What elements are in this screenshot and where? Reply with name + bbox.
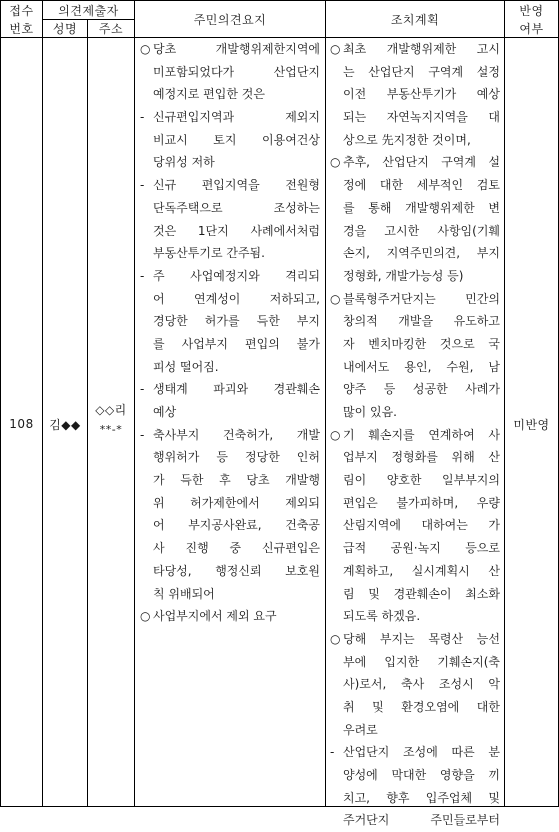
opinion-text: 비교시 토지 이용여건상 [153, 132, 320, 147]
action-line [330, 809, 500, 832]
row-status: 미반영 [513, 417, 550, 432]
action-text: 기 훼손지를 연계하여 사 [343, 427, 500, 442]
action-line [330, 583, 500, 606]
header-reflect-bottom: 여부 [519, 21, 544, 36]
opinion-text: 축사부지 건축허가, 개발 [153, 427, 320, 442]
opinion-text: 예상 [153, 405, 177, 419]
action-text: 최초 개발행위제한 고시 [343, 42, 500, 56]
action-line [330, 356, 500, 379]
action-bullet: ○ [330, 291, 341, 306]
opinion-line [140, 469, 320, 492]
opinion-line [140, 514, 320, 537]
opinion-bullet: - [140, 427, 145, 442]
opinion-text: 칙 위배되어 [153, 586, 215, 601]
opinion-bullet: ○ [140, 42, 151, 56]
header-receipt-top: 접수 [9, 3, 34, 18]
action-bullet: ○ [330, 42, 341, 56]
opinion-bullet: - [140, 268, 145, 283]
action-line [330, 106, 500, 129]
opinion-line [140, 310, 320, 333]
opinion-line [140, 106, 320, 129]
action-text: 산림지역에 대하여는 가 [343, 518, 500, 533]
action-text: 경을 고시한 사항임(기훼 [343, 223, 500, 238]
action-text: 정에 대한 세부적인 검토 [343, 178, 500, 193]
row-address-line2: **-* [99, 422, 123, 436]
header-submitter: 의견제출자 [58, 3, 119, 18]
action-text: 사)로서, 축사 조성시 악 [343, 677, 500, 692]
action-line [330, 197, 500, 220]
opinion-text: 경당한 허가를 득한 부지 [153, 314, 320, 329]
opinion-text: 타당성, 행정신뢰 보호원 [153, 563, 320, 578]
action-text: 되도록 하겠음. [343, 609, 421, 624]
header-opinion: 주민의견요지 [193, 12, 267, 27]
action-line [330, 696, 500, 719]
action-text: 치고, 향후 입주업체 및 [343, 790, 500, 805]
action-line [330, 787, 500, 810]
opinion-text: 가 득한 후 당초 개발행 [153, 473, 320, 488]
action-line [330, 741, 500, 764]
opinion-bullet: - [140, 110, 145, 125]
action-text: 당해 부지는 목령산 능선 [343, 631, 500, 646]
action-text: 양주 등 성공한 사례가 [343, 382, 500, 397]
opinion-text: 당위성 저하 [153, 155, 215, 170]
row-address-line1: ◇◇리 [95, 402, 127, 417]
opinion-bullet: - [140, 178, 145, 193]
action-line [330, 333, 500, 356]
header-reflect-top: 반영 [519, 3, 544, 18]
header-name: 성명 [52, 22, 78, 36]
action-text: 는 산업단지 구역계 설정 [343, 64, 500, 79]
opinion-line [140, 356, 320, 379]
action-text: 블록형주거단지는 민간의 [343, 291, 500, 306]
action-text: 산업단지 조성에 따른 분 [343, 745, 500, 760]
opinion-line [140, 333, 320, 356]
action-text: 계획하고, 실시계획시 산 [343, 563, 500, 578]
action-line [330, 310, 500, 333]
opinion-line [140, 560, 320, 583]
opinion-text: 사 진행 중 신규편입은 [153, 541, 320, 556]
opinion-line [140, 174, 320, 197]
action-line [330, 265, 500, 288]
action-line [330, 151, 500, 174]
action-line [330, 83, 500, 106]
action-text: 급적 공원·녹지 등으로 [343, 541, 500, 556]
opinion-bullet: - [140, 382, 145, 397]
action-text: 우려로 [343, 722, 378, 737]
opinion-text: 예정지로 편입한 것은 [153, 87, 265, 102]
action-text: 되는 자연녹지지역을 대 [343, 110, 500, 125]
opinion-line [140, 265, 320, 288]
action-text: 많이 있음. [343, 405, 397, 419]
opinion-text: 위 허가제한에서 제외되 [153, 495, 320, 510]
opinion-line [140, 446, 320, 469]
action-line [330, 628, 500, 651]
opinion-text: 어 부지공사완료, 건축공 [153, 518, 320, 533]
action-line [330, 719, 500, 742]
action-text: 편입은 불가피하며, 우량 [343, 495, 500, 510]
action-line [330, 129, 500, 152]
action-line [330, 174, 500, 197]
action-text: 림 및 경관훼손이 최소화 [343, 586, 500, 601]
action-text: 손지, 지역주민의견, 부지 [343, 246, 500, 261]
action-bullet: - [330, 745, 335, 760]
action-line [330, 401, 500, 424]
opinion-line [140, 38, 320, 61]
action-line [330, 61, 500, 84]
action-text: 내에서도 용인, 수원, 남 [343, 359, 500, 374]
action-text: 양성에 막대한 영향을 끼 [343, 768, 500, 782]
opinion-text: 단독주택으로 조성하는 [153, 200, 320, 215]
action-text: 림이 양호한 일부부지의 [343, 473, 500, 488]
action-line [330, 514, 500, 537]
opinion-text [140, 38, 320, 628]
opinion-text: 주 사업예정지와 격리되 [153, 268, 320, 283]
row-name: 김◆◆ [49, 417, 81, 432]
action-text: 주거단지 주민들로부터 [343, 813, 500, 828]
opinion-line [140, 378, 320, 401]
opinion-line [140, 401, 320, 424]
opinion-line [140, 197, 320, 220]
opinion-line [140, 61, 320, 84]
opinion-text: 당초 개발행위제한지역에 [153, 42, 320, 56]
header-receipt-bottom: 번호 [9, 21, 34, 36]
action-line [330, 38, 500, 61]
opinion-text: 생태계 파괴와 경관훼손 [153, 382, 320, 397]
opinion-line [140, 492, 320, 515]
action-line [330, 469, 500, 492]
opinion-line [140, 605, 320, 628]
action-text: 를 통해 개발행위제한 변 [343, 200, 500, 215]
action-line [330, 651, 500, 674]
action-line [330, 242, 500, 265]
opinion-line [140, 424, 320, 447]
opinion-line [140, 151, 320, 174]
action-text: 업부지 정형화를 위해 산 [343, 450, 500, 465]
action-text: 자 벤치마킹한 것으로 국 [343, 336, 500, 351]
action-line [330, 605, 500, 628]
action-text: 정형화, 개발가능성 등) [343, 268, 464, 283]
opinion-text: 어 연계성이 저하되고, [153, 291, 320, 306]
action-line [330, 764, 500, 787]
opinion-text: 피성 떨어짐. [153, 359, 219, 374]
opinion-text: 사업부지에서 제외 요구 [153, 609, 277, 624]
opinion-text: 신규 편입지역을 전원형 [153, 178, 320, 193]
opinion-line [140, 288, 320, 311]
opinion-text: 것은 1단지 사례에서처럼 [153, 223, 320, 238]
opinion-text: 신규편입지역과 제외지 [153, 110, 320, 125]
opinion-line [140, 129, 320, 152]
header-address: 주소 [98, 22, 124, 36]
action-line [330, 537, 500, 560]
action-text: 추후, 산업단지 구역계 설 [343, 155, 500, 170]
action-bullet: ○ [330, 631, 341, 646]
action-text [330, 38, 500, 832]
action-line [330, 446, 500, 469]
action-text: 부에 입지한 기훼손지(축 [343, 654, 500, 669]
action-line [330, 492, 500, 515]
opinion-line [140, 583, 320, 606]
action-line [330, 673, 500, 696]
action-bullet: ○ [330, 427, 341, 442]
opinion-text: 미포함되었다가 산업단지 [153, 64, 320, 79]
action-bullet: ○ [330, 155, 341, 170]
row-number: 108 [9, 417, 34, 431]
action-line [330, 424, 500, 447]
header-action: 조치계획 [390, 12, 440, 27]
action-line [330, 220, 500, 243]
opinion-bullet: ○ [140, 609, 151, 624]
action-line [330, 560, 500, 583]
action-text: 이전 부동산투기가 예상 [343, 87, 500, 102]
opinion-line [140, 220, 320, 243]
opinion-line [140, 83, 320, 106]
action-text: 상으로 先지정한 것이며, [343, 132, 471, 147]
opinion-line [140, 242, 320, 265]
opinion-text: 부동산투기로 간주됨. [153, 246, 265, 261]
action-text: 취 및 환경오염에 대한 [343, 699, 500, 714]
opinion-text: 행위허가 등 정당한 인허 [153, 450, 320, 465]
opinion-text: 를 사업부지 편입의 불가 [153, 336, 320, 351]
action-line [330, 378, 500, 401]
action-text: 창의적 개발을 유도하고 [343, 314, 500, 329]
opinion-line [140, 537, 320, 560]
action-line [330, 288, 500, 311]
